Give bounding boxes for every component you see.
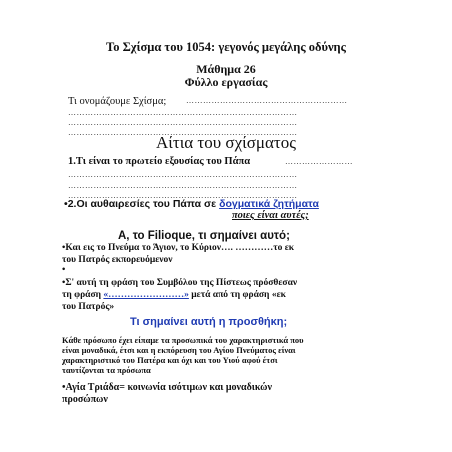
answer-dots: ……………………………………………………………………… [68,108,298,117]
text-segment: τη φράση [62,290,102,300]
answer-dots: ……………………………………………………………………… [68,181,298,190]
answer-dots: ……………………………………………………………………… [68,118,298,127]
question-label: 2.Οι αυθαιρεσίες του Πάπα σε [67,198,217,210]
worksheet-label: Φύλλο εργασίας [184,75,268,89]
meaning-paragraph-line: χαρακτηριστικό του Πατέρα και όχι και του Υιού αφού έτσι [62,355,278,365]
empty-bullet: • [62,265,66,275]
question-papal-primacy: 1.Τι είναι το πρωτείο εξουσίας του Πάπα [68,156,251,167]
dogmatic-issues-link[interactable]: δογματικά ζητήματα [219,198,319,210]
fill-in-blank[interactable]: «……………………» [103,290,189,300]
question-subtitle: ποιες είναι αυτές; [232,210,309,221]
meaning-heading: Τι σημαίνει αυτή η προσθήκη; [130,316,288,328]
causes-heading: Αίτια του σχίσματος [156,133,296,152]
answer-dots: ……………………………………………………………………… [68,191,298,200]
addition-line: του Πατρός» [62,302,115,312]
meaning-paragraph-line: ταυτίζονται τα πρόσωπα [62,365,151,375]
answer-dots: …………………… [285,157,353,166]
question-schism-definition: Τι ονομάζουμε Σχίσμα; [68,96,167,107]
answer-dots: ……………………………………………………………………… [68,128,298,137]
question-papal-arbitrariness [64,199,319,210]
text-segment: μετά από τη φράση «εκ [191,290,286,300]
document-title: Το Σχίσμα του 1054: γεγονός μεγάλης οδύνης [106,40,346,54]
creed-line: του Πατρός εκπορευόμενον [62,255,173,265]
addition-line: •Σ' αυτή τη φράση του Συμβόλου της Πίστεως πρόσθεσαν [62,278,298,288]
trinity-line: •Αγία Τριάδα= κοινωνία ισότιμων και μοναδικών [62,382,272,393]
bullet: • [64,198,68,210]
filioque-heading: Α, το Filioque, τι σημαίνει αυτό; [118,230,290,242]
meaning-paragraph-line: είναι μοναδικά, έτσι και η εκπόρευση του Αγίου Πνεύματος είναι [62,345,296,355]
lesson-number: Μάθημα 26 [196,62,256,76]
meaning-paragraph-line: Κάθε πρόσωπο έχει είπαμε τα προσωπικά του χαρακτηριστικά που [62,335,304,345]
addition-line [62,291,286,301]
trinity-line: προσώπων [62,394,108,405]
creed-line: •Και εις το Πνεύμα το Άγιον, το Κύριον…. …………το εκ [62,243,295,253]
answer-dots: ……………………………………………………………………… [68,170,298,179]
answer-dots: ………………………………………………… [186,96,348,105]
